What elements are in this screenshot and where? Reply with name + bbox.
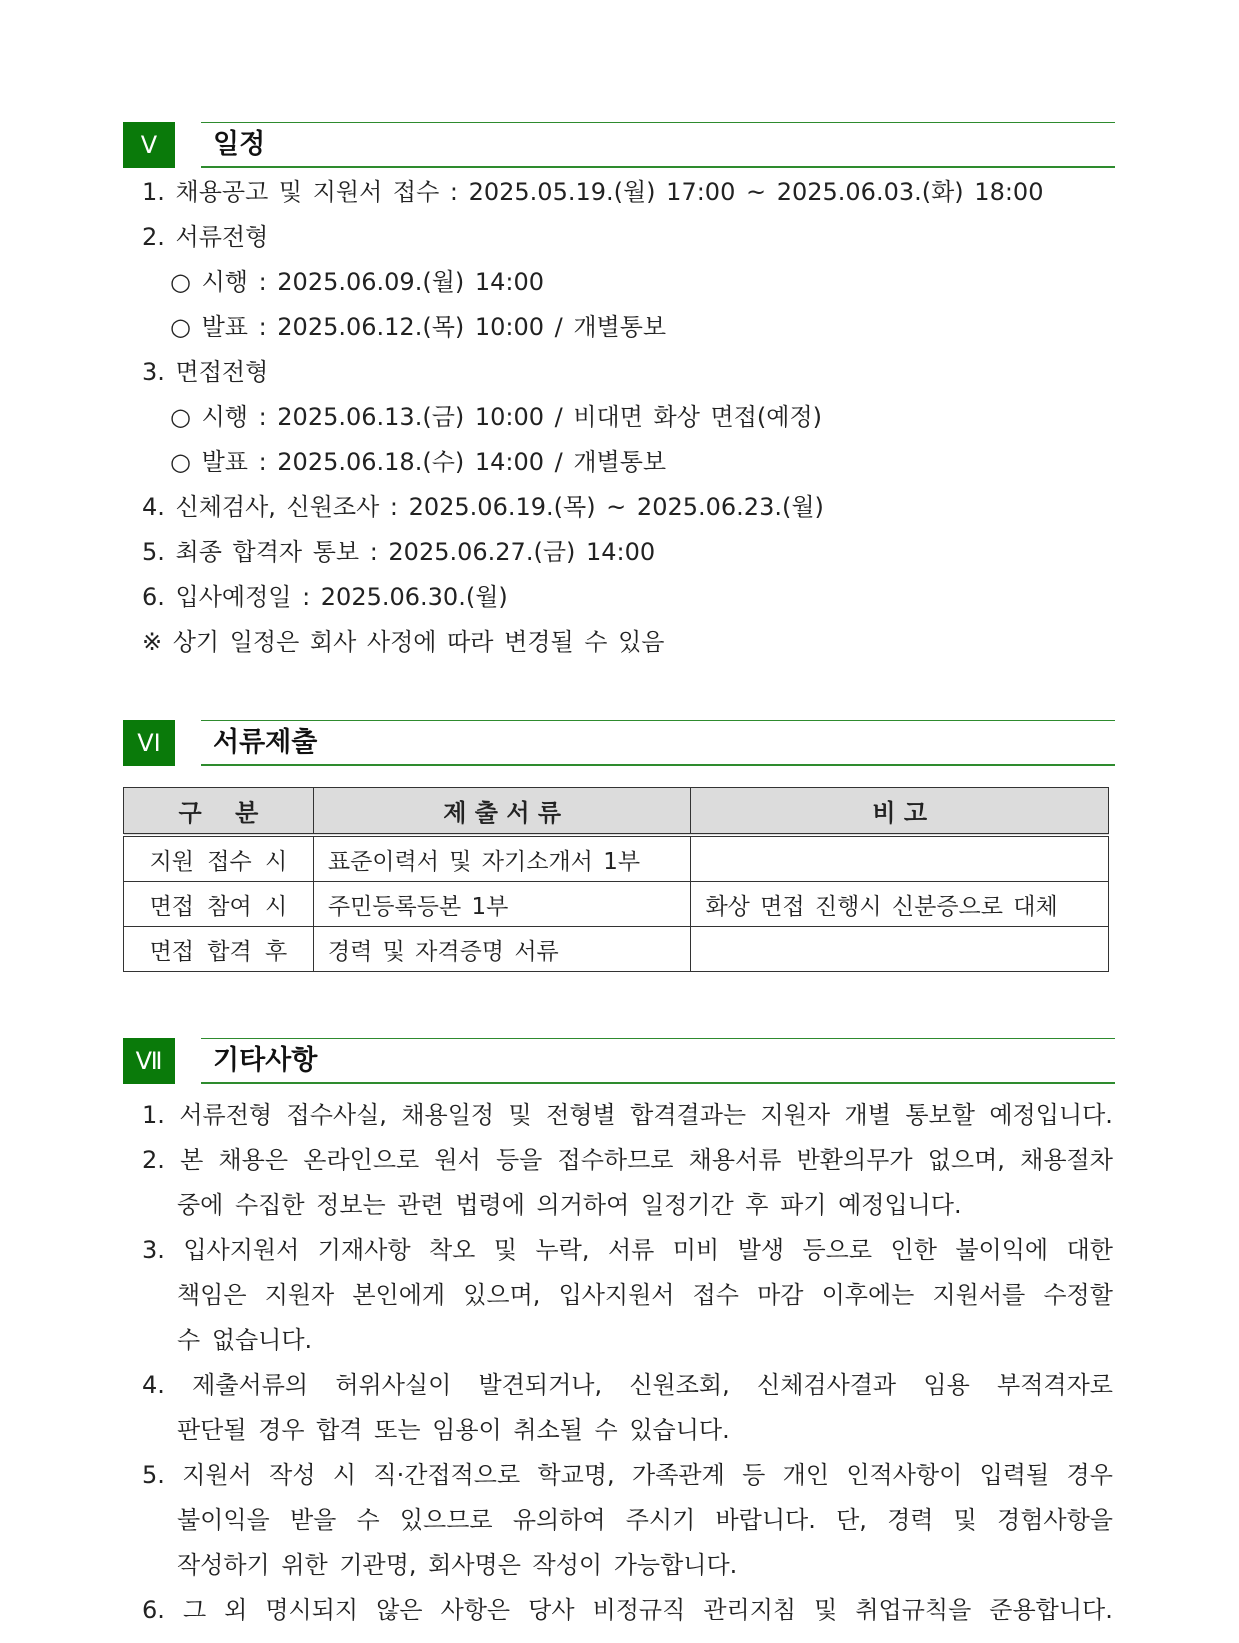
word: 수정할: [1043, 1281, 1113, 1309]
word: 등: [742, 1461, 766, 1489]
table-header-row: [124, 788, 1109, 836]
word: 임용: [923, 1371, 970, 1399]
section-title-bar: [201, 1038, 1115, 1084]
schedule-item: 3. 면접전형: [142, 358, 269, 386]
word: 바랍니다.: [715, 1506, 816, 1534]
word: 신원조회,: [629, 1371, 730, 1399]
cell-documents: 경력 및 자격증명 서류: [313, 927, 691, 972]
schedule-item: 6. 입사예정일 : 2025.06.30.(월): [142, 583, 508, 611]
word: 개별: [844, 1101, 891, 1129]
cell-category: 지원 접수 시: [124, 835, 314, 882]
schedule-subitem: ○ 발표 : 2025.06.12.(목) 10:00 / 개별통보: [170, 313, 667, 341]
word: 없으며,: [927, 1146, 1005, 1174]
word: 입력될: [979, 1461, 1050, 1489]
word: 접수: [692, 1281, 739, 1309]
word: 및: [953, 1506, 977, 1534]
word: 관리지침: [703, 1596, 797, 1624]
word: 지원서를: [932, 1281, 1026, 1309]
schedule-note: ※ 상기 일정은 회사 사정에 따라 변경될 수 있음: [142, 628, 665, 656]
word: 2.: [142, 1146, 165, 1174]
word: 누락,: [535, 1236, 590, 1264]
word: 미비: [672, 1236, 720, 1264]
documents-table: [123, 787, 1109, 972]
word: 이후에는: [821, 1281, 915, 1309]
section-title: 기타사항: [213, 1045, 318, 1076]
word: 경력: [887, 1506, 934, 1534]
word: 채용절차: [1020, 1146, 1113, 1174]
word: 유의하여: [512, 1506, 606, 1534]
cell-category: 면접 참여 시: [124, 882, 314, 927]
schedule-item: 2. 서류전형: [142, 223, 269, 251]
word: 인적사항이: [846, 1461, 963, 1489]
note-line: [142, 1453, 1113, 1498]
word: 책임은: [177, 1281, 247, 1309]
word: 원서: [434, 1146, 481, 1174]
word: 불이익에: [955, 1236, 1049, 1264]
section-title: 일정: [213, 129, 266, 160]
word: 지원서: [182, 1461, 252, 1489]
word: 발견되거나,: [478, 1371, 603, 1399]
section-vii-header: [123, 1038, 1115, 1084]
note-line: [142, 1273, 1113, 1318]
table-row: [124, 927, 1109, 972]
cell-remarks: 화상 면접 진행시 신분증으로 대체: [691, 882, 1109, 927]
word: 지원자: [760, 1101, 831, 1129]
schedule-item: 5. 최종 합격자 통보 : 2025.06.27.(금) 14:00: [142, 538, 656, 566]
word: 불이익을: [177, 1506, 270, 1534]
word: 등을: [495, 1146, 543, 1174]
word: 준용합니다.: [989, 1596, 1113, 1624]
word: 6.: [142, 1596, 165, 1624]
word: 착오: [428, 1236, 476, 1264]
word: 비정규직: [592, 1596, 686, 1624]
word: 채용은: [218, 1146, 289, 1174]
word: 받을: [289, 1506, 337, 1534]
word: 직·간접적으로: [373, 1461, 521, 1489]
word: 등으로: [802, 1236, 873, 1264]
cell-remarks: [691, 927, 1109, 972]
word: 기재사항: [317, 1236, 411, 1264]
word: 예정입니다.: [989, 1101, 1113, 1129]
note-line: [142, 1588, 1113, 1633]
word: 마감: [757, 1281, 804, 1309]
word: 당사: [528, 1596, 575, 1624]
word: 있으므로: [399, 1506, 493, 1534]
schedule-subitem: ○ 시행 : 2025.06.09.(월) 14:00: [170, 268, 545, 296]
section-number-box: Ⅶ: [123, 1038, 175, 1084]
word: 발생: [737, 1236, 785, 1264]
word: 지원자: [264, 1281, 335, 1309]
word: 전형별: [546, 1101, 616, 1129]
word: 및: [814, 1596, 838, 1624]
section-title: 서류제출: [213, 727, 318, 758]
word: 개인: [782, 1461, 830, 1489]
word: 주시기: [625, 1506, 696, 1534]
word: 및: [508, 1101, 532, 1129]
column-header-remarks: 비 고: [691, 788, 1109, 836]
word: 경험사항을: [997, 1506, 1113, 1534]
schedule-subitem: ○ 시행 : 2025.06.13.(금) 10:00 / 비대면 화상 면접(예정): [170, 403, 823, 431]
word: 서류: [607, 1236, 655, 1264]
word: 5.: [142, 1461, 165, 1489]
word: 본인에게: [352, 1281, 446, 1309]
word: 및: [493, 1236, 518, 1264]
section-vi-header: [123, 720, 1115, 766]
note-line: 수 없습니다.: [177, 1326, 313, 1354]
schedule-item: 1. 채용공고 및 지원서 접수 : 2025.05.19.(월) 17:00 ~ 2025.06.03.(화) 18:00: [142, 178, 1044, 206]
word: 1.: [142, 1101, 165, 1129]
schedule-list: [142, 170, 1122, 665]
word: 사항은: [440, 1596, 511, 1624]
section-title-bar: [201, 122, 1115, 168]
section-title-bar: [201, 720, 1115, 766]
cell-remarks: [691, 835, 1109, 882]
schedule-item: 4. 신체검사, 신원조사 : 2025.06.19.(목) ~ 2025.06.23.(월): [142, 493, 824, 521]
word: 온라인으로: [303, 1146, 420, 1174]
word: 접수하므로: [557, 1146, 674, 1174]
word: 3.: [142, 1236, 165, 1264]
cell-documents: 표준이력서 및 자기소개서 1부: [313, 835, 691, 882]
word: 접수사실,: [286, 1101, 387, 1129]
word: 합격결과는: [630, 1101, 747, 1129]
schedule-subitem: ○ 발표 : 2025.06.18.(수) 14:00 / 개별통보: [170, 448, 667, 476]
word: 입사지원서: [558, 1281, 675, 1309]
word: 본: [180, 1146, 204, 1174]
section-number-box: V: [123, 122, 175, 168]
word: 시: [332, 1461, 357, 1489]
word: 그: [182, 1596, 207, 1624]
column-header-category: 구 분: [124, 788, 314, 836]
note-line: [142, 1498, 1113, 1543]
word: 가족관계: [632, 1461, 725, 1489]
word: 반환의무가: [796, 1146, 913, 1174]
table-row: [124, 835, 1109, 882]
section-v-header: [123, 122, 1115, 168]
word: 통보할: [905, 1101, 975, 1129]
word: 외: [224, 1596, 248, 1624]
note-line: [142, 1093, 1113, 1138]
word: 채용서류: [688, 1146, 782, 1174]
word: 취업규칙을: [855, 1596, 972, 1624]
word: 있으며,: [463, 1281, 541, 1309]
word: 허위사실이: [335, 1371, 452, 1399]
word: 학교명,: [537, 1461, 615, 1489]
other-notes-list: [142, 1093, 1113, 1633]
word: 4.: [142, 1371, 165, 1399]
word: 명시되지: [265, 1596, 359, 1624]
column-header-documents: 제 출 서 류: [313, 788, 691, 836]
word: 않은: [376, 1596, 423, 1624]
note-line: [142, 1138, 1113, 1183]
table-row: [124, 882, 1109, 927]
note-line: 작성하기 위한 기관명, 회사명은 작성이 가능합니다.: [177, 1551, 738, 1579]
cell-documents: 주민등록등본 1부: [313, 882, 691, 927]
word: 서류전형: [179, 1101, 273, 1129]
word: 작성: [269, 1461, 316, 1489]
note-line: [142, 1363, 1113, 1408]
section-number-box: VI: [123, 720, 175, 766]
word: 수: [356, 1506, 380, 1534]
note-line: 판단될 경우 합격 또는 임용이 취소될 수 있습니다.: [177, 1416, 730, 1444]
note-line: 중에 수집한 정보는 관련 법령에 의거하여 일정기간 후 파기 예정입니다.: [177, 1191, 962, 1219]
word: 채용일정: [401, 1101, 495, 1129]
cell-category: 면접 합격 후: [124, 927, 314, 972]
word: 부적격자로: [997, 1371, 1113, 1399]
word: 단,: [836, 1506, 867, 1534]
word: 인한: [890, 1236, 937, 1264]
note-line: [142, 1228, 1113, 1273]
word: 경우: [1066, 1461, 1113, 1489]
word: 입사지원서: [183, 1236, 300, 1264]
word: 신체검사결과: [757, 1371, 897, 1399]
word: 대한: [1066, 1236, 1113, 1264]
word: 제출서류의: [192, 1371, 309, 1399]
